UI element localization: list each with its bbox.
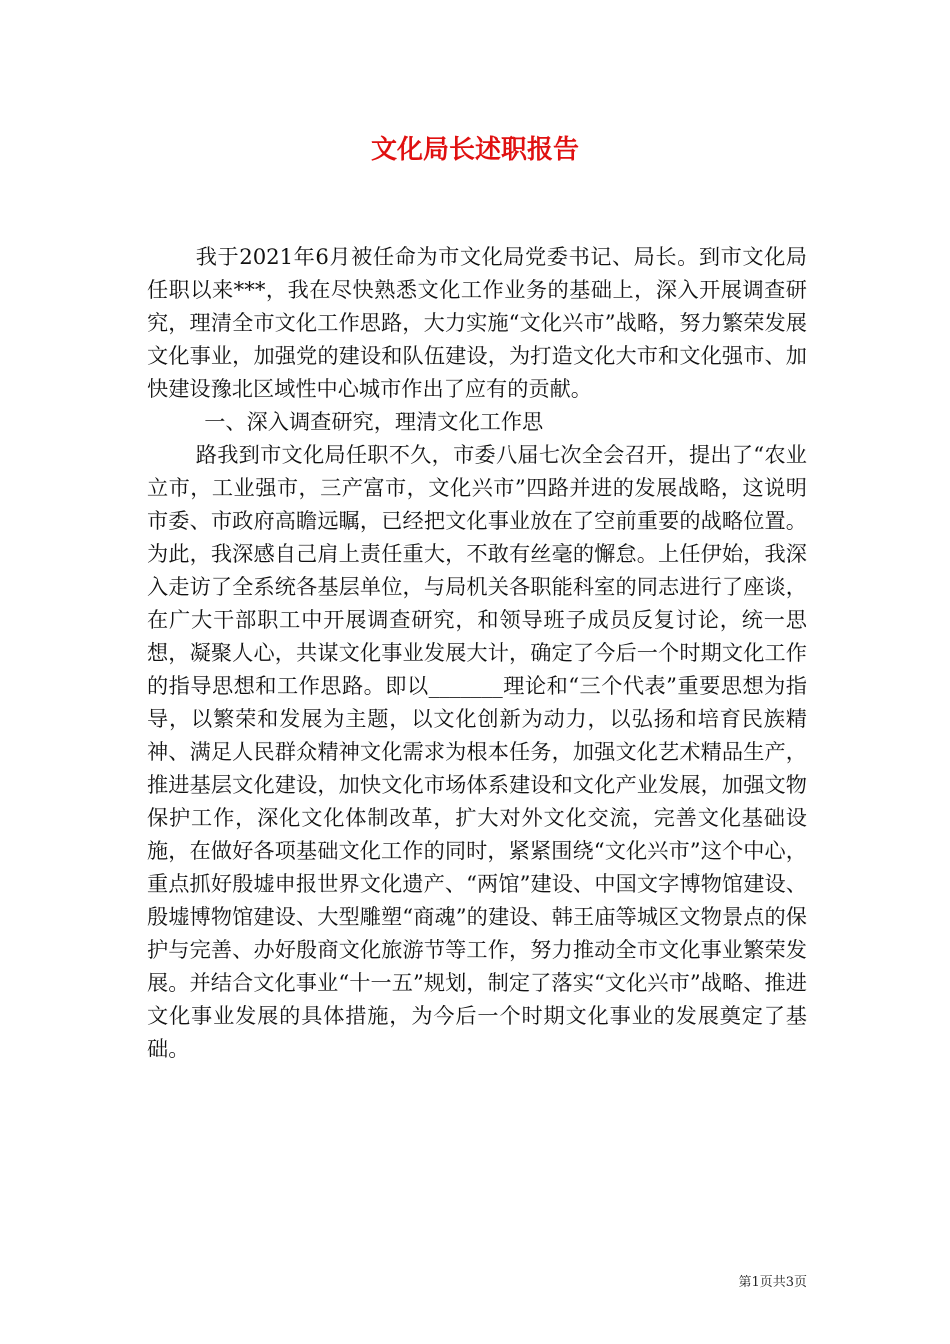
page-number: 第1页共3页 bbox=[738, 1275, 807, 1290]
intro-paragraph: 我于2021年6月被任命为市文化局党委书记、局长。到市文化局任职以来***，我在尽快熟悉文化工作业务的基础上，深入开展调查研究，理清全市文化工作思路，大力实施“文化兴市”战略，努力繁荣发展文化事业，加强党的建设和队伍建设，为打造文化大市和文化强市、加快建设豫北区域性中心城市作出了应有的贡献。 bbox=[147, 244, 807, 401]
document-body bbox=[147, 240, 807, 1065]
document-title: 文化局长述职报告 bbox=[370, 135, 579, 165]
section-heading-1: 一、深入调查研究，理清文化工作思 bbox=[204, 409, 544, 434]
section-1-paragraph: 路我到市文化局任职不久，市委八届七次全会召开，提出了“农业立市，工业强市，三产富市，文化兴市”四路并进的发展战略，这说明市委、市政府高瞻远瞩，已经把文化事业放在了空前重要的战略位置。为此，我深感自己肩上责任重大，不敢有丝毫的懈怠。上任伊始，我深入走访了全系统各基层单位，与局机关各职能科室的同志进行了座谈，在广大干部职工中开展调查研究，和领导班子成员反复讨论，统一思想，凝聚人心，共谋文化事业发展大计，确定了今后一个时期文化工作的指导思想和工作思路。即以_______理论和“三个代表”重要思想为指导，以繁荣和发展为主题，以文化创新为动力，以弘扬和培育民族精神、满足人民群众精神文化需求为根本任务，加强文化艺术精品生产，推进基层文化建设，加快文化市场体系建设和文化产业发展，加强文物保护工作，深化文化体制改革，扩大对外文化交流，完善文化基础设施，在做好各项基础文化工作的同时，紧紧围绕“文化兴市”这个中心，重点抓好殷墟申报世界文化遗产、“两馆”建设、中国文字博物馆建设、殷墟博物馆建设、大型雕塑“商魂”的建设、韩王庙等城区文物景点的保护与完善、办好殷商文化旅游节等工作，努力推动全市文化事业繁荣发展。并结合文化事业“十一五”规划，制定了落实“文化兴市”战略、推进文化事业发展的具体措施，为今后一个时期文化事业的发展奠定了基础。 bbox=[147, 442, 807, 1061]
